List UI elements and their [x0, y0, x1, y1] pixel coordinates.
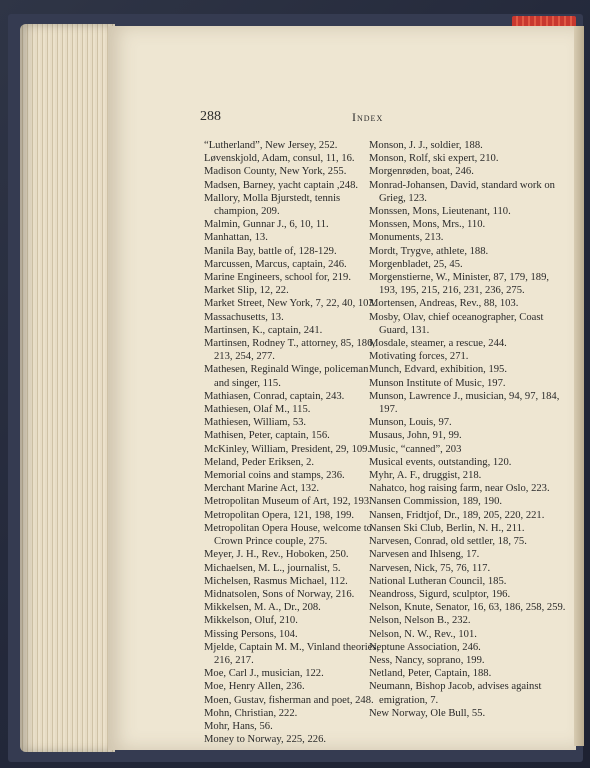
- index-entry: Neandross, Sigurd, sculptor, 196.: [369, 588, 511, 600]
- index-entry: National Lutheran Council, 185.: [369, 575, 507, 587]
- index-entry: Marine Engineers, school for, 219.: [204, 272, 351, 284]
- index-entry: Mathisen, Peter, captain, 156.: [204, 430, 330, 442]
- index-entry: Mosdale, steamer, a rescue, 244.: [369, 338, 507, 350]
- index-entry: Mortensen, Andreas, Rev., 88, 103.: [369, 298, 519, 310]
- index-entry: Monrad-Johansen, David, standard work on Grieg, 123.: [369, 179, 555, 204]
- index-entry: Nansen Ski Club, Berlin, N. H., 211.: [369, 522, 525, 534]
- index-entry: Madsen, Barney, yacht captain ,248.: [204, 179, 359, 191]
- index-entry: Manila Bay, battle of, 128-129.: [204, 245, 337, 257]
- index-entry: Mohr, Hans, 56.: [204, 720, 273, 732]
- index-entry: Mathiesen, William, 53.: [204, 417, 307, 429]
- index-entry: Motivating forces, 271.: [369, 351, 469, 363]
- index-entry: Monssen, Mons, Mrs., 110.: [369, 219, 486, 231]
- page-number: 288: [200, 109, 221, 124]
- index-entry: Mordt, Trygve, athlete, 188.: [369, 245, 489, 257]
- page-right-edge: [574, 26, 584, 746]
- index-entry: Munson Institute of Music, 197.: [369, 377, 506, 389]
- index-entry: Massachusetts, 13.: [204, 311, 284, 323]
- index-entry: Netland, Peter, Captain, 188.: [369, 668, 492, 680]
- index-entry: “Lutherland”, New Jersey, 252.: [204, 140, 338, 151]
- index-entry: Metropolitan Opera, 121, 198, 199.: [204, 509, 355, 521]
- index-entry: Memorial coins and stamps, 236.: [204, 470, 345, 482]
- index-entry: Meland, Peder Eriksen, 2.: [204, 456, 315, 468]
- index-entry: Narvesen and Ihlseng, 17.: [369, 549, 480, 561]
- index-entry: Midnatsolen, Sons of Norway, 216.: [204, 588, 355, 600]
- index-entry: Neumann, Bishop Jacob, advises against emigration, 7.: [369, 681, 542, 706]
- index-entry: Morgenstierne, W., Minister, 87, 179, 189, 193, 195, 215, 216, 231, 236, 275.: [369, 272, 550, 297]
- index-entry: Nelson, Nelson B., 232.: [369, 615, 471, 627]
- index-entry: Mikkelson, Oluf, 210.: [204, 615, 298, 627]
- index-entry: Mallory, Molla Bjurstedt, tennis champion, 209.: [204, 192, 341, 218]
- index-entry: Metropolitan Museum of Art, 192, 193.: [204, 496, 372, 508]
- index-column-right: [369, 139, 569, 720]
- index-entry: Nelson, N. W., Rev., 101.: [369, 628, 477, 640]
- index-entry: Mosby, Olav, chief oceanographer, Coast Guard, 131.: [369, 311, 544, 336]
- index-entry: Moe, Henry Allen, 236.: [204, 681, 305, 693]
- index-entry: Metropolitan Opera House, welcome to Crown Prince couple, 275.: [204, 522, 372, 548]
- index-entry: Neptune Association, 246.: [369, 641, 481, 653]
- index-entry: Music, “canned”, 203: [369, 443, 462, 455]
- index-entry: Market Slip, 12, 22.: [204, 285, 289, 297]
- index-entry: Merchant Marine Act, 132.: [204, 483, 320, 495]
- index-entry: Meyer, J. H., Rev., Hoboken, 250.: [204, 549, 349, 561]
- index-entry: Nansen Commission, 189, 190.: [369, 496, 503, 508]
- index-entry: Monuments, 213.: [369, 232, 444, 244]
- index-entry: Munch, Edvard, exhibition, 195.: [369, 364, 507, 376]
- index-entry: Mjelde, Captain M. M., Vinland theories, 216, 217.: [204, 641, 380, 666]
- index-entry: Martinsen, K., captain, 241.: [204, 324, 323, 336]
- index-entry: Nansen, Fridtjof, Dr., 189, 205, 220, 221.: [369, 509, 545, 521]
- index-entry: Mathesen, Reginald Winge, policeman and singer, 115.: [204, 364, 369, 389]
- index-column-left: [204, 139, 382, 746]
- index-entry: Mathiesen, Olaf M., 115.: [204, 404, 311, 416]
- index-entry: Money to Norway, 225, 226.: [204, 734, 327, 746]
- index-entry: Mohn, Christian, 222.: [204, 707, 298, 719]
- index-entry: Mikkelsen, M. A., Dr., 208.: [204, 602, 321, 614]
- index-entry: Malmin, Gunnar J., 6, 10, 11.: [204, 219, 329, 231]
- running-head: Index: [352, 110, 384, 124]
- index-entry: Madison County, New York, 255.: [204, 166, 347, 178]
- index-entry: McKinley, William, President, 29, 109.: [204, 443, 371, 455]
- index-entry: Missing Persons, 104.: [204, 628, 298, 640]
- index-entry: Mathiasen, Conrad, captain, 243.: [204, 390, 345, 402]
- page-stack-edge: [20, 24, 115, 752]
- index-entry: Moe, Carl J., musician, 122.: [204, 668, 324, 680]
- index-entry: Monssen, Mons, Lieutenant, 110.: [369, 206, 511, 218]
- index-entry: Musaus, John, 91, 99.: [369, 430, 462, 442]
- index-entry: Morgenbladet, 25, 45.: [369, 258, 463, 270]
- index-entry: Munson, Lawrence J., musician, 94, 97, 184, 197.: [369, 390, 560, 416]
- index-entry: Marcussen, Marcus, captain, 246.: [204, 258, 347, 270]
- index-entry: Monson, Rolf, ski expert, 210.: [369, 153, 499, 165]
- page-header: [200, 109, 570, 129]
- index-entry: Musical events, outstanding, 120.: [369, 456, 512, 468]
- index-entry: Narvesen, Nick, 75, 76, 117.: [369, 562, 491, 574]
- index-entry: Nelson, Knute, Senator, 16, 63, 186, 258, 259.: [369, 602, 566, 614]
- index-entry: Munson, Louis, 97.: [369, 417, 452, 429]
- index-entry: Nahatco, hog raising farm, near Oslo, 223.: [369, 483, 550, 495]
- index-entry: Market Street, New York, 7, 22, 40, 103.: [204, 298, 377, 310]
- index-entry: Myhr, A. F., druggist, 218.: [369, 470, 482, 482]
- index-entry: Manhattan, 13.: [204, 232, 268, 244]
- index-entry: Morgenrøden, boat, 246.: [369, 166, 474, 178]
- index-entry: Narvesen, Conrad, old settler, 18, 75.: [369, 536, 527, 548]
- index-entry: Michaelsen, M. L., journalist, 5.: [204, 562, 341, 574]
- index-entry: Michelsen, Rasmus Michael, 112.: [204, 575, 348, 587]
- index-entry: Martinsen, Rodney T., attorney, 85, 186, 213, 254, 277.: [204, 338, 376, 363]
- index-entry: Monson, J. J., soldier, 188.: [369, 140, 483, 151]
- index-entry: Moen, Gustav, fisherman and poet, 248.: [204, 694, 374, 706]
- index-entry: Ness, Nancy, soprano, 199.: [369, 654, 485, 666]
- index-entry: New Norway, Ole Bull, 55.: [369, 707, 486, 719]
- index-entry: Løvenskjold, Adam, consul, 11, 16.: [204, 153, 355, 165]
